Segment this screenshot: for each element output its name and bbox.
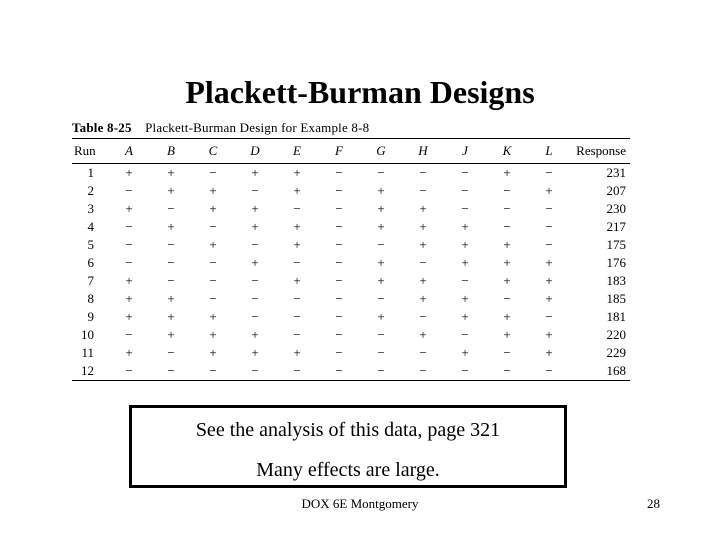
table-caption [72, 118, 630, 138]
factor-level-cell: + [377, 219, 385, 234]
factor-level-cell: + [461, 237, 469, 252]
factor-level-cell: − [335, 255, 343, 270]
factor-level-cell: + [125, 201, 133, 216]
factor-level-cell: − [251, 237, 259, 252]
analysis-note-box [129, 405, 567, 488]
factor-level-cell: − [251, 183, 259, 198]
factor-level-cell: + [209, 345, 217, 360]
factor-level-cell: − [545, 237, 553, 252]
factor-level-cell: − [209, 291, 217, 306]
table-row [72, 254, 630, 272]
factor-level-cell: − [167, 345, 175, 360]
factor-level-cell: + [503, 309, 511, 324]
factor-level-cell: − [419, 363, 427, 378]
factor-level-cell: − [125, 327, 133, 342]
factor-level-cell: − [335, 291, 343, 306]
response-cell: 176 [606, 255, 626, 270]
factor-level-cell: − [377, 165, 385, 180]
factor-level-cell: + [461, 219, 469, 234]
response-cell: 230 [606, 201, 626, 216]
factor-level-cell: + [125, 165, 133, 180]
factor-level-cell: − [167, 255, 175, 270]
factor-level-cell: + [377, 201, 385, 216]
table-caption-number: Table 8-25 [72, 120, 132, 135]
factor-level-cell: − [209, 273, 217, 288]
factor-level-cell: + [251, 345, 259, 360]
factor-level-cell: − [503, 201, 511, 216]
factor-level-cell: + [293, 183, 301, 198]
table-bottom-rule [72, 380, 630, 381]
factor-level-cell: + [293, 273, 301, 288]
factor-level-cell: + [293, 219, 301, 234]
response-cell: 168 [606, 363, 626, 378]
factor-level-cell: + [167, 309, 175, 324]
factor-level-cell: − [335, 345, 343, 360]
factor-level-cell: + [167, 165, 175, 180]
response-cell: 207 [606, 183, 626, 198]
table-container [72, 118, 630, 381]
run-number-cell: 9 [87, 309, 94, 324]
factor-level-cell: − [167, 201, 175, 216]
factor-level-cell: + [251, 165, 259, 180]
table-caption-text: Plackett-Burman Design for Example 8-8 [145, 120, 370, 135]
response-cell: 217 [606, 219, 626, 234]
factor-level-cell: − [419, 309, 427, 324]
factor-level-cell: + [503, 165, 511, 180]
factor-level-cell: + [461, 255, 469, 270]
header-run: Run [74, 143, 96, 158]
factor-level-cell: + [377, 255, 385, 270]
factor-level-cell: − [167, 363, 175, 378]
factor-level-cell: + [209, 183, 217, 198]
header-factor-b: B [167, 143, 175, 158]
header-factor-g: G [376, 143, 386, 158]
factor-level-cell: + [545, 345, 553, 360]
table-row [72, 236, 630, 254]
factor-level-cell: − [503, 363, 511, 378]
table-row [72, 344, 630, 362]
factor-level-cell: + [377, 183, 385, 198]
header-factor-l: L [545, 143, 553, 158]
response-cell: 175 [606, 237, 626, 252]
factor-level-cell: + [209, 309, 217, 324]
table-row [72, 182, 630, 200]
footer-source: DOX 6E Montgomery [301, 496, 419, 511]
factor-level-cell: + [125, 273, 133, 288]
factor-level-cell: + [419, 219, 427, 234]
factor-level-cell: − [461, 201, 469, 216]
table-header-row [72, 139, 630, 164]
factor-level-cell: + [503, 237, 511, 252]
factor-level-cell: + [167, 219, 175, 234]
response-cell: 183 [606, 273, 626, 288]
header-factor-h: H [418, 143, 428, 158]
factor-level-cell: + [209, 237, 217, 252]
factor-level-cell: − [503, 183, 511, 198]
factor-level-cell: − [335, 237, 343, 252]
factor-level-cell: − [293, 201, 301, 216]
table-row [72, 272, 630, 290]
note-line-2: Many effects are large. [256, 459, 440, 481]
factor-level-cell: + [125, 345, 133, 360]
factor-level-cell: + [545, 183, 553, 198]
table-row [72, 362, 630, 380]
run-number-cell: 7 [87, 273, 94, 288]
factor-level-cell: − [503, 219, 511, 234]
factor-level-cell: − [545, 363, 553, 378]
header-factor-f: F [335, 143, 343, 158]
response-cell: 181 [606, 309, 626, 324]
factor-level-cell: + [293, 237, 301, 252]
factor-level-cell: − [377, 345, 385, 360]
factor-level-cell: − [545, 201, 553, 216]
factor-level-cell: − [335, 183, 343, 198]
factor-level-cell: − [461, 183, 469, 198]
run-number-cell: 3 [87, 201, 94, 216]
factor-level-cell: − [125, 183, 133, 198]
header-factor-j: J [462, 143, 468, 158]
factor-level-cell: + [125, 309, 133, 324]
factor-level-cell: − [335, 201, 343, 216]
factor-level-cell: − [293, 327, 301, 342]
factor-level-cell: − [419, 345, 427, 360]
factor-level-cell: + [503, 327, 511, 342]
factor-level-cell: − [209, 255, 217, 270]
factor-level-cell: − [335, 273, 343, 288]
factor-level-cell: + [167, 291, 175, 306]
factor-level-cell: − [419, 165, 427, 180]
design-table [72, 139, 630, 380]
factor-level-cell: + [419, 201, 427, 216]
factor-level-cell: + [209, 327, 217, 342]
table-row [72, 218, 630, 236]
run-number-cell: 5 [87, 237, 94, 252]
factor-level-cell: − [209, 165, 217, 180]
factor-level-cell: − [377, 237, 385, 252]
factor-level-cell: − [251, 273, 259, 288]
run-number-cell: 1 [87, 165, 94, 180]
page-number: 28 [647, 496, 660, 511]
factor-level-cell: − [377, 291, 385, 306]
run-number-cell: 11 [81, 345, 94, 360]
response-cell: 229 [606, 345, 626, 360]
factor-level-cell: + [545, 273, 553, 288]
factor-level-cell: − [125, 255, 133, 270]
slide-title: Plackett-Burman Designs [185, 74, 535, 110]
factor-level-cell: + [167, 183, 175, 198]
factor-level-cell: − [377, 363, 385, 378]
response-cell: 220 [606, 327, 626, 342]
factor-level-cell: + [251, 219, 259, 234]
factor-level-cell: + [419, 327, 427, 342]
response-cell: 231 [606, 165, 626, 180]
factor-level-cell: − [293, 363, 301, 378]
factor-level-cell: − [335, 363, 343, 378]
factor-level-cell: + [125, 291, 133, 306]
factor-level-cell: + [251, 201, 259, 216]
factor-level-cell: − [545, 165, 553, 180]
factor-level-cell: − [125, 363, 133, 378]
factor-level-cell: + [251, 255, 259, 270]
factor-level-cell: − [335, 327, 343, 342]
factor-level-cell: − [503, 291, 511, 306]
factor-level-cell: − [503, 345, 511, 360]
note-line-1: See the analysis of this data, page 321 [195, 419, 501, 441]
factor-level-cell: + [419, 291, 427, 306]
factor-level-cell: − [293, 309, 301, 324]
factor-level-cell: − [167, 237, 175, 252]
factor-level-cell: − [251, 291, 259, 306]
factor-level-cell: + [503, 273, 511, 288]
factor-level-cell: + [419, 273, 427, 288]
factor-level-cell: − [251, 363, 259, 378]
factor-level-cell: + [503, 255, 511, 270]
factor-level-cell: − [461, 273, 469, 288]
factor-level-cell: + [545, 327, 553, 342]
factor-level-cell: + [377, 273, 385, 288]
header-factor-a: A [125, 143, 133, 158]
response-cell: 185 [606, 291, 626, 306]
factor-level-cell: − [209, 363, 217, 378]
run-number-cell: 10 [81, 327, 94, 342]
run-number-cell: 12 [81, 363, 94, 378]
factor-level-cell: + [167, 327, 175, 342]
factor-level-cell: + [251, 327, 259, 342]
factor-level-cell: − [293, 291, 301, 306]
table-row [72, 164, 630, 183]
header-factor-k: K [502, 143, 512, 158]
factor-level-cell: + [377, 309, 385, 324]
factor-level-cell: + [293, 165, 301, 180]
table-row [72, 200, 630, 218]
table-row [72, 326, 630, 344]
factor-level-cell: + [419, 237, 427, 252]
factor-level-cell: + [461, 309, 469, 324]
factor-level-cell: − [251, 309, 259, 324]
factor-level-cell: − [293, 255, 301, 270]
factor-level-cell: + [461, 345, 469, 360]
table-body [72, 164, 630, 381]
header-factor-d: D [250, 143, 260, 158]
factor-level-cell: − [335, 219, 343, 234]
factor-level-cell: − [545, 309, 553, 324]
factor-level-cell: + [545, 255, 553, 270]
factor-level-cell: − [125, 219, 133, 234]
factor-level-cell: + [293, 345, 301, 360]
factor-level-cell: − [461, 165, 469, 180]
factor-level-cell: − [125, 237, 133, 252]
header-factor-c: C [208, 143, 218, 158]
factor-level-cell: − [167, 273, 175, 288]
factor-level-cell: − [545, 219, 553, 234]
factor-level-cell: − [335, 165, 343, 180]
factor-level-cell: − [377, 327, 385, 342]
factor-level-cell: − [419, 183, 427, 198]
run-number-cell: 6 [87, 255, 94, 270]
run-number-cell: 2 [87, 183, 94, 198]
factor-level-cell: + [209, 201, 217, 216]
factor-level-cell: − [419, 255, 427, 270]
header-response: Response [576, 143, 626, 158]
factor-level-cell: − [461, 327, 469, 342]
header-factor-e: E [293, 143, 301, 158]
factor-level-cell: − [461, 363, 469, 378]
factor-level-cell: + [461, 291, 469, 306]
factor-level-cell: − [209, 219, 217, 234]
table-row [72, 290, 630, 308]
factor-level-cell: − [335, 309, 343, 324]
run-number-cell: 8 [87, 291, 94, 306]
run-number-cell: 4 [87, 219, 94, 234]
factor-level-cell: + [545, 291, 553, 306]
table-row [72, 308, 630, 326]
